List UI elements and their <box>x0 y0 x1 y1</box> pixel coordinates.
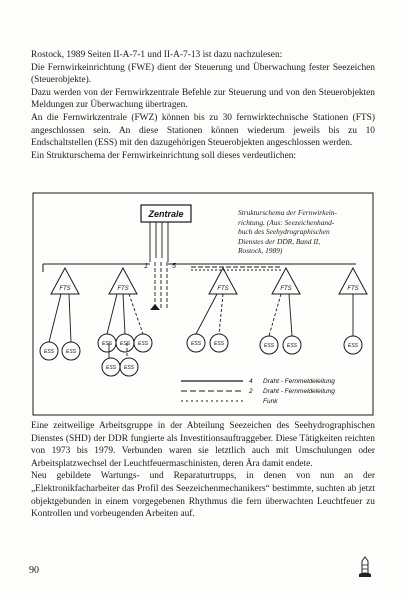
legend <box>181 378 335 405</box>
fts-label: FTS <box>280 286 292 292</box>
paragraph-stations: An die Fernwirkzentrale (FWZ) können bis zu 30 fernwirktechnische Stationen (FTS) angeschlossen sein. An diese Stationen können wiederum jeweils bis zu 10 Endschaltstellen (ESS) mit den dazugehörigen Steuerobjekten angeschlossen werden. <box>31 112 375 149</box>
paragraph-source: Rostock, 1989 Seiten II-A-7-1 und II-A-7-13 ist dazu nachzulesen: <box>31 50 283 60</box>
legend-label: Draht - Fernmeldeleitung <box>263 388 335 395</box>
trunk-arrow <box>150 304 160 310</box>
ess-label: ESS <box>286 343 298 349</box>
paragraph-commands: Dazu werden von der Fernwirkzentrale Befehle zur Steuerung und von den Steuerobjekten Meldungen zur Überwachung übertragen. <box>31 87 375 111</box>
lighthouse-emblem-icon <box>357 556 373 578</box>
intro-text <box>31 49 375 162</box>
ess-label: ESS <box>119 341 131 347</box>
legend-number: 4 <box>249 378 253 385</box>
ess-label: ESS <box>65 349 77 355</box>
paragraph-working-group: Eine zeitweilige Arbeitsgruppe in der Abteilung Seezeichen des Seehydrographischen Dienstes (SHD) der DDR fungierte als Investitionsauftraggeber. Diese Tätigkeiten reichten von 1973 bis 1979. Verbunden waren sie letztlich auch mit Umschulungen oder Arbeitsplatzwechsel der Leuchtfeuermaschinisten, deren Ära damit endete. <box>31 421 375 469</box>
channel-label-5: 5 <box>172 263 176 270</box>
ess-label: ESS <box>105 365 117 371</box>
fts-label: FTS <box>217 286 229 292</box>
legend-label: Funk <box>263 398 278 405</box>
caption-line: Rostock, 1989) <box>238 246 283 256</box>
caption-line: Strukturschema der Fernwirkein- <box>238 208 337 217</box>
ess-labels <box>44 341 359 371</box>
fts-stations <box>51 268 367 294</box>
figure-caption <box>238 208 368 256</box>
trunk-lines <box>150 222 168 308</box>
caption-line: Dienstes der DDR, Band II, <box>238 236 321 246</box>
central-station <box>141 205 191 222</box>
ess-label: ESS <box>123 365 135 371</box>
ess-label: ESS <box>137 341 149 347</box>
ess-label: ESS <box>190 341 202 347</box>
caption-line: richtung. (Aus: Seezeichenhand- <box>238 217 335 227</box>
ess-label: ESS <box>101 341 113 347</box>
paragraph-maintenance: Neu gebildete Wartungs- und Reparaturtrupps, in denen von nun an der „Elektronikfacharbeiter das Profil des Seezeichenmechanikers“ bestimmte, suchten ab jetzt objektgebunden in einem vorgegebenen Rhythmus die fern überwachten Leuchtfeuer zu Kontrollen und vorbeugenden Arbeiten auf. <box>31 471 375 520</box>
lower-text <box>31 420 375 521</box>
bus-lines <box>43 264 356 272</box>
page-number: 90 <box>29 565 39 576</box>
central-label: Zentrale <box>148 209 184 219</box>
ess-label: ESS <box>263 343 275 349</box>
legend-number: 2 <box>249 388 253 395</box>
ess-label: ESS <box>213 341 225 347</box>
ess-links <box>49 294 353 358</box>
fts-label: FTS <box>59 286 71 292</box>
fts-label: FTS <box>347 286 359 292</box>
channel-label-1: 1 <box>144 263 148 270</box>
legend-label: Draht - Fernmeldeleitung <box>263 378 335 385</box>
fts-label: FTS <box>117 286 129 292</box>
caption-line: buch des Seehydrographischen <box>238 227 330 237</box>
paragraph-fwe: Die Fernwirkeinrichtung (FWE) dient der Steuerung und Überwachung fester Seezeichen (Steuerobjekte). <box>31 62 375 86</box>
fts-labels <box>59 286 358 292</box>
paragraph-figure-intro: Ein Strukturschema der Fernwirkeinrichtung soll dieses verdeutlichen: <box>31 150 297 161</box>
ess-label: ESS <box>43 349 55 355</box>
ess-label: ESS <box>347 343 359 349</box>
